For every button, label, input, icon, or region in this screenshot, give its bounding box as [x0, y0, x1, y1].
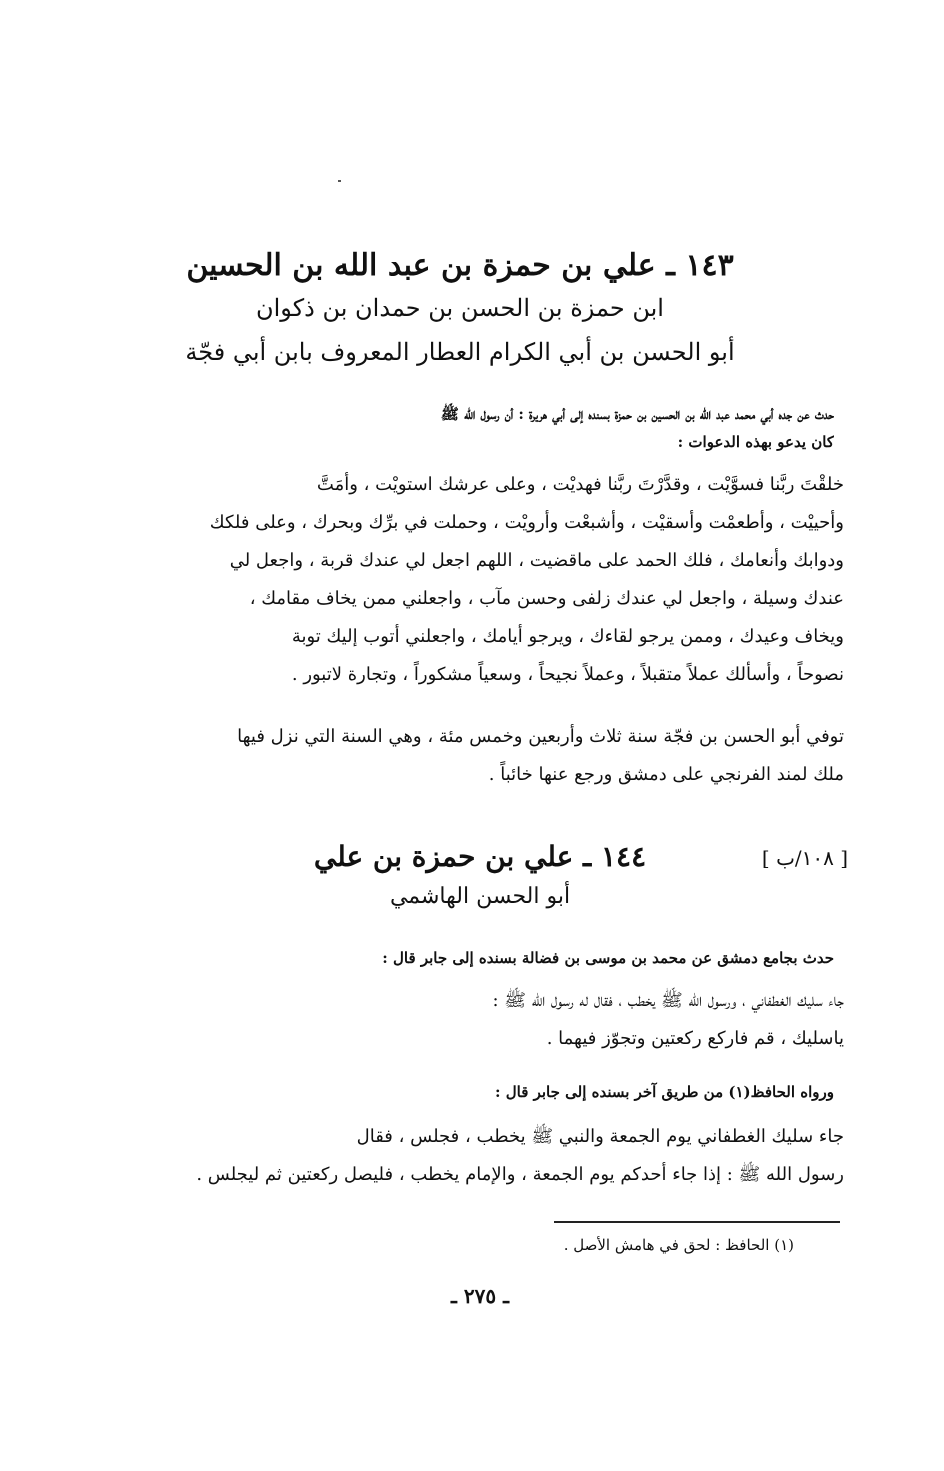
text-line: جاء سليك الغطفاني ، ورسول الله ﷺ يخطب ، فقال له رسول الله ﷺ : [492, 990, 844, 1011]
footnote: (١) الحافظ : لحق في هامش الأصل . [563, 1236, 794, 1254]
text-line: جاء سليك الغطفاني يوم الجمعة والنبي ﷺ يخطب ، فجلس ، فقال [356, 1126, 844, 1147]
entry-143-prayer-text [144, 466, 844, 694]
entry-143-heading: ١٤٣ ـ علي بن حمزة بن عبد الله بن الحسين [186, 248, 734, 283]
page-number: ـ ٢٧٥ ـ [451, 1284, 509, 1308]
text-line: ودوابك وأنعامك ، فلك الحمد على ماقضيت ، اللهم اجعل لي عندك قربة ، واجعل لي [229, 550, 844, 571]
entry-144-heading: ١٤٤ ـ علي بن حمزة بن علي [313, 840, 647, 873]
text-line: عندك وسيلة ، واجعل لي عندك زلفى وحسن مآب ، واجعلني ممن يخاف مقامك ، [249, 588, 844, 609]
isnad-line: حدث عن جده أبي محمد عبد الله بن الحسين بن حمزة بسنده إلى أبي هريرة : أن رسول الله ﷺ [440, 405, 834, 423]
folio-reference: [ ١٠٨/ب ] [761, 846, 849, 870]
text-line: نصوحاً ، وأسألك عملاً متقبلاً ، وعملاً نجيحاً ، وسعياً مشكوراً ، وتجارة لاتبور . [291, 664, 844, 685]
entry-143-isnad [144, 400, 834, 456]
entry-144-hadith-2 [144, 1118, 844, 1194]
text-line: ملك لمند الفرنجي على دمشق ورجع عنها خائباً . [488, 764, 844, 785]
entry-143-kunya: أبو الحسن بن أبي الكرام العطار المعروف بابن أبي فجّة [185, 338, 735, 366]
entry-143-lineage: ابن حمزة بن الحسن بن حمدان بن ذكوان [256, 294, 664, 322]
entry-143-death-note [144, 718, 844, 794]
footnote-divider [554, 1221, 840, 1223]
isnad-line: كان يدعو بهذه الدعوات : [677, 433, 834, 451]
text-line: وأحييْت ، وأطعمْت وأسقيْت ، وأشبعْت وأرويْت ، وحملت في برِّك وبحرك ، وعلى فلكك [209, 512, 844, 533]
speck-mark [338, 180, 341, 182]
text-line: توفي أبو الحسن بن فجّة سنة ثلاث وأربعين وخمس مئة ، وهي السنة التي نزل فيها [237, 726, 844, 747]
text-line: خلقْتَ ربَّنا فسوَّيْت ، وقدَّرْتَ ربَّنا فهديْت ، وعلى عرشك استويْت ، وأمَتَّ [316, 474, 844, 495]
entry-144-hadith-1 [144, 982, 844, 1058]
text-line: ياسليك ، قم فاركع ركعتين وتجوّز فيهما . [546, 1028, 844, 1049]
text-line: رسول الله ﷺ : إذا جاء أحدكم يوم الجمعة ، والإمام يخطب ، فليصل ركعتين ثم ليجلس . [196, 1164, 844, 1185]
isnad-line: حدث بجامع دمشق عن محمد بن موسى بن فضالة بسنده إلى جابر قال : [382, 949, 834, 967]
text-line: ويخاف وعيدك ، وممن يرجو لقاءك ، ويرجو أيامك ، واجعلني أتوب إليك توبة [291, 626, 844, 647]
isnad-line: ورواه الحافظ(١) من طريق آخر بسنده إلى جابر قال : [494, 1083, 834, 1101]
entry-144-isnad-2 [144, 1078, 834, 1106]
entry-144-kunya: أبو الحسن الهاشمي [389, 884, 571, 909]
entry-144-isnad-1 [144, 944, 834, 972]
